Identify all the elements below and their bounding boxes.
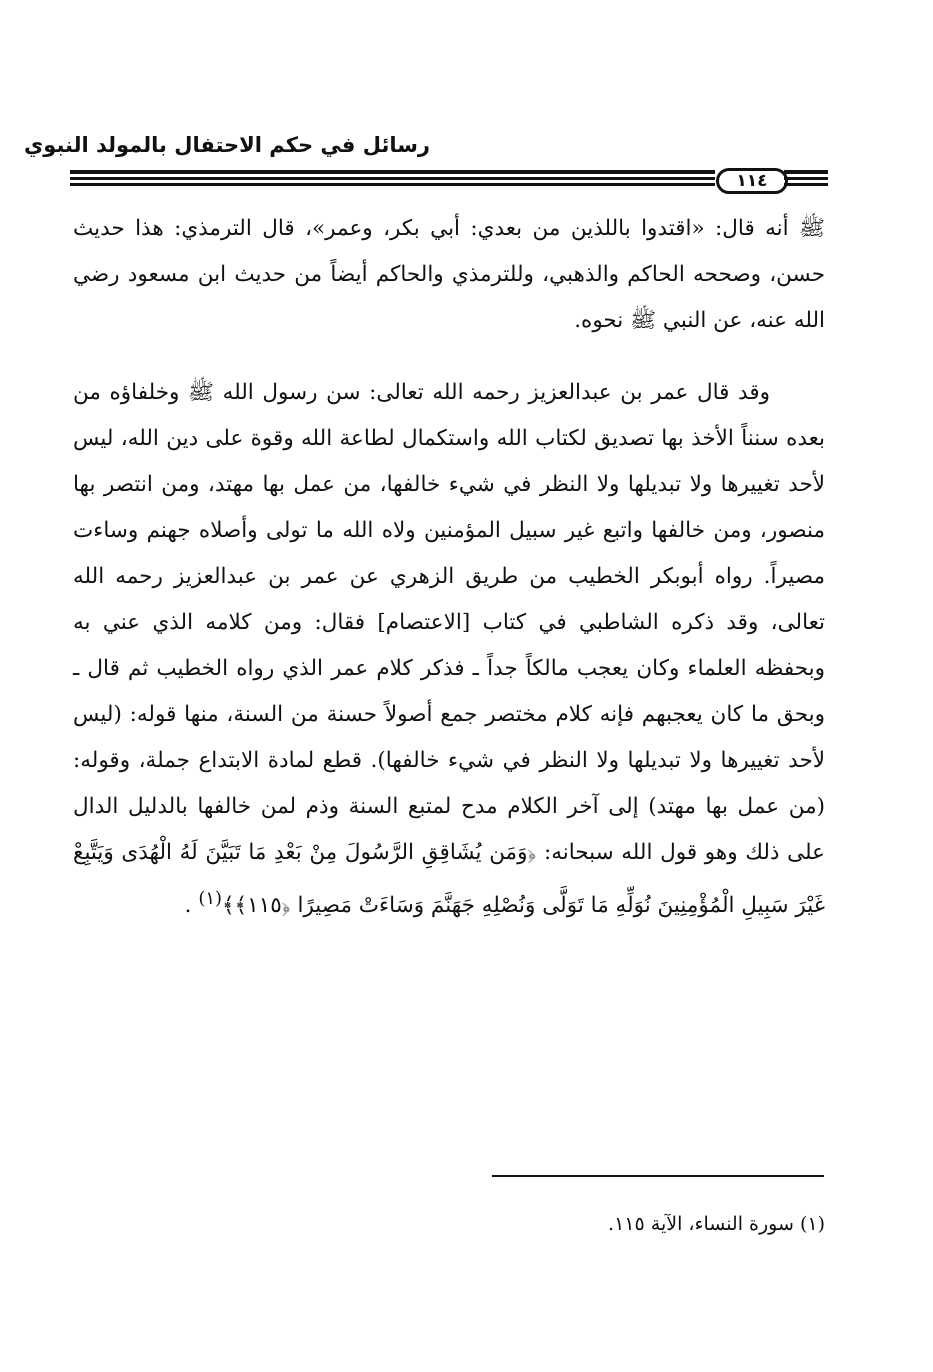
body-text <box>73 206 825 929</box>
paragraph-text: وقد قال عمر بن عبدالعزيز رحمه الله تعالى: سن رسول الله ﷺ وخلفاؤه من بعده سنناً الأخذ بها تصديق لكتاب الله واستكمال لطاعة الله وقوة على دين الله، ليس لأحد تغييرها ولا تبديلها ولا النظر في شيء خالفها، من عمل بها مهتد، ومن انتصر بها منصور، ومن خالفها واتبع غير سبيل المؤمنين ولاه الله ما تولى وأصلاه جهنم وساءت مصيراً. رواه أبوبكر الخطيب من طريق الزهري عن عمر بن عبدالعزيز رحمه الله تعالى، وقد ذكره الشاطبي في كتاب [الاعتصام] فقال: ومن كلامه الذي عني به وبحفظه العلماء وكان يعجب مالكاً جداً ـ فذكر كلام عمر الذي رواه الخطيب ثم قال ـ وبحق ما كان يعجبهم فإنه كلام مختصر جمع أصولاً حسنة من السنة، منها قوله: (ليس لأحد تغييرها ولا تبديلها ولا النظر في شيء خالفها). قطع لمادة الابتداع جملة، وقوله: (من عمل بها مهتد) إلى آخر الكلام مدح لمتبع السنة وذم لمن خالفها بالدليل الدال على ذلك وهو قول الله سبحانه: <box>73 380 825 865</box>
header-rule <box>70 168 828 190</box>
paragraph <box>73 370 825 929</box>
header-rule-line <box>784 170 828 174</box>
quran-verse: ﴿وَمَن يُشَاقِقِ الرَّسُولَ مِنْ بَعْدِ مَا تَبَيَّنَ لَهُ الْهُدَى وَيَتَّبِعْ غَيْرَ سَبِيلِ الْمُؤْمِنِينَ نُوَلِّهِ مَا تَوَلَّى وَنُصْلِهِ جَهَنَّمَ وَسَاءَتْ مَصِيرًا ﴿١١٥﴾﴾ <box>73 840 825 919</box>
header-rule-line <box>784 183 828 186</box>
header-rule-line <box>784 177 828 180</box>
footnote-separator <box>492 1175 824 1177</box>
header-rule-line <box>70 170 715 174</box>
page-number: ١١٤ <box>716 168 788 194</box>
paragraph: ﷺ أنه قال: «اقتدوا باللذين من بعدي: أبي بكر، وعمر»، قال الترمذي: هذا حديث حسن، وصححه الحاكم والذهبي، وللترمذي والحاكم أيضاً من حديث ابن مسعود رضي الله عنه، عن النبي ﷺ نحوه. <box>73 216 825 333</box>
footnote-reference: (١) <box>198 888 222 909</box>
header-rule-line <box>70 177 715 180</box>
header-rule-line <box>70 183 715 186</box>
footnote: (١) سورة النساء، الآية ١١٥. <box>608 1213 825 1235</box>
sentence-end: . <box>184 893 192 919</box>
running-head-title: رسائل في حكم الاحتفال بالمولد النبوي <box>24 133 430 157</box>
